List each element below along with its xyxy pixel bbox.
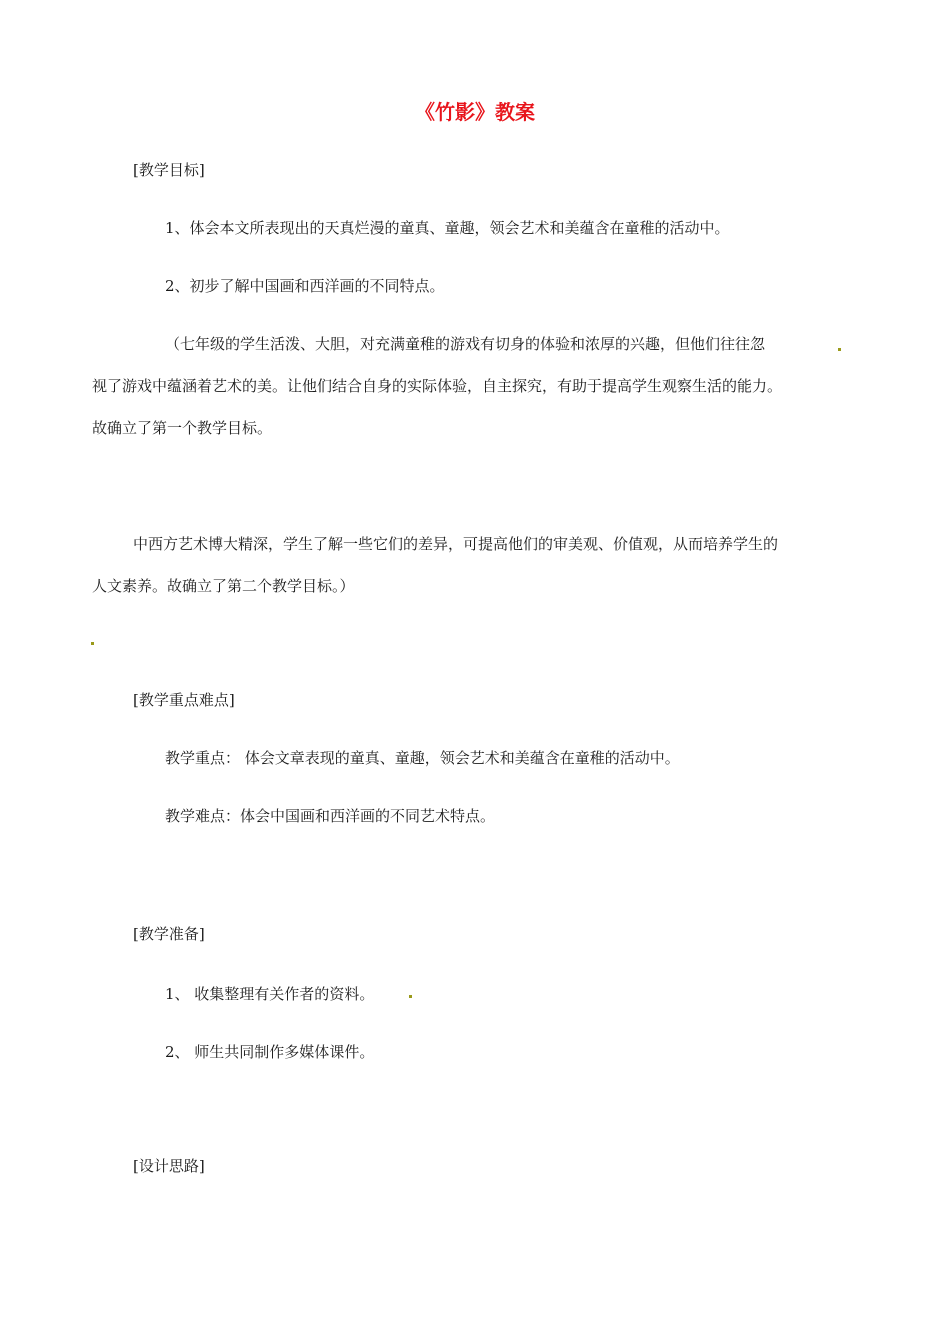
key-point-focus: 教学重点： 体会文章表现的童真、童趣，领会艺术和美蕴含在童稚的活动中。 — [165, 749, 680, 767]
objective-note-2-line-1: 中西方艺术博大精深，学生了解一些它们的差异，可提高他们的审美观、价值观，从而培养学生的 — [133, 535, 779, 553]
objective-note-2-line-2: 人文素养。故确立了第二个教学目标。） — [92, 577, 355, 595]
objective-item-2: 2、初步了解中国画和西洋画的不同特点。 — [165, 277, 445, 295]
section-heading-design: [设计思路] — [133, 1157, 205, 1175]
document-title: 《竹影》教案 — [415, 100, 535, 124]
objective-note-1-line-1: （七年级的学生活泼、大胆，对充满童稚的游戏有切身的体验和浓厚的兴趣，但他们往往忽 — [165, 335, 766, 353]
section-heading-key-points: [教学重点难点] — [133, 691, 235, 709]
objective-note-1-line-2: 视了游戏中蕴涵着艺术的美。让他们结合自身的实际体验，自主探究，有助于提高学生观察生活的能力。 — [92, 377, 783, 395]
stray-mark — [91, 642, 94, 645]
objective-note-1-line-3: 故确立了第一个教学目标。 — [92, 419, 273, 437]
preparation-item-2: 2、 师生共同制作多媒体课件。 — [165, 1043, 375, 1061]
stray-mark — [838, 348, 841, 351]
objective-item-1: 1、体会本文所表现出的天真烂漫的童真、童趣，领会艺术和美蕴含在童稚的活动中。 — [165, 219, 730, 237]
section-heading-objectives: [教学目标] — [133, 161, 205, 179]
stray-mark — [409, 995, 412, 998]
key-point-difficulty: 教学难点：体会中国画和西洋画的不同艺术特点。 — [165, 807, 496, 825]
preparation-item-1: 1、 收集整理有关作者的资料。 — [165, 985, 375, 1003]
section-heading-preparation: [教学准备] — [133, 925, 205, 943]
